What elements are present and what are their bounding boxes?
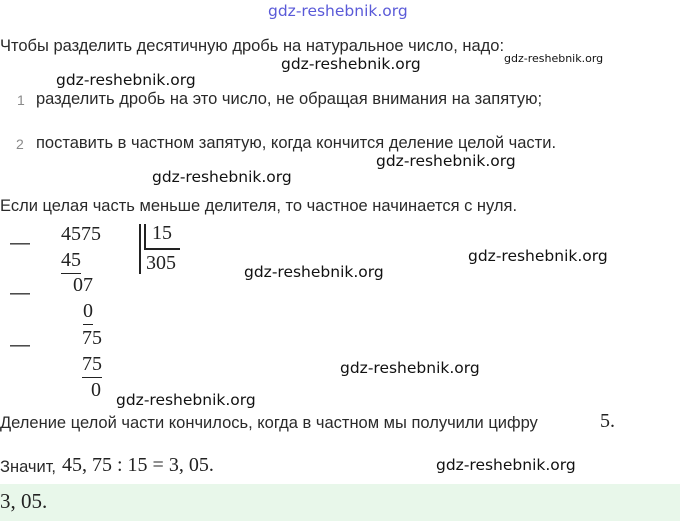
- answer-value: 3, 05.: [0, 489, 48, 513]
- result-expression: 45, 75 : 15 = 3, 05.: [62, 454, 214, 476]
- rule-text: Если целая часть меньше делителя, то частное начинается с нуля.: [0, 197, 518, 215]
- watermark: gdz-reshebnik.org: [152, 168, 292, 186]
- division-vertical-line: [144, 224, 146, 248]
- division-row: 0: [83, 300, 93, 325]
- division-row: 75: [82, 327, 102, 349]
- dividend: 4575: [61, 223, 101, 245]
- intro-text: Чтобы разделить десятичную дробь на натуральное число, надо:: [0, 37, 505, 55]
- division-row: 45: [61, 249, 81, 274]
- answer-panel: [0, 484, 680, 521]
- conclusion-text: Деление целой части кончилось, когда в частном мы получили цифру: [0, 414, 538, 432]
- step-text: разделить дробь на это число, не обращая внимания на запятую;: [36, 90, 543, 108]
- watermark: gdz-reshebnik.org: [281, 55, 421, 73]
- watermark: gdz-reshebnik.org: [116, 391, 256, 409]
- minus-sign: —: [10, 282, 30, 304]
- minus-sign: —: [10, 232, 30, 254]
- watermark: gdz-reshebnik.org: [56, 71, 196, 89]
- step-marker: 2: [16, 136, 24, 152]
- watermark: gdz-reshebnik.org: [244, 263, 384, 281]
- watermark: gdz-reshebnik.org: [504, 52, 604, 65]
- watermark: gdz-reshebnik.org: [468, 247, 608, 265]
- watermark: gdz-reshebnik.org: [340, 359, 480, 377]
- division-row: 07: [73, 274, 93, 296]
- result-label: Значит,: [0, 458, 57, 476]
- quotient: 305: [146, 252, 176, 274]
- division-horizontal-line: [144, 248, 180, 250]
- divisor: 15: [152, 222, 172, 244]
- watermark: gdz-reshebnik.org: [376, 152, 516, 170]
- minus-sign: —: [10, 334, 30, 356]
- conclusion-digit: 5.: [600, 410, 615, 432]
- step-text: поставить в частном запятую, когда кончится деление целой части.: [36, 134, 557, 152]
- division-vertical-line: [139, 224, 141, 274]
- division-row: 75: [82, 353, 102, 378]
- division-row: 0: [91, 379, 101, 401]
- watermark: gdz-reshebnik.org: [436, 456, 576, 474]
- step-marker: 1: [17, 92, 25, 108]
- watermark-top: gdz-reshebnik.org: [268, 2, 408, 20]
